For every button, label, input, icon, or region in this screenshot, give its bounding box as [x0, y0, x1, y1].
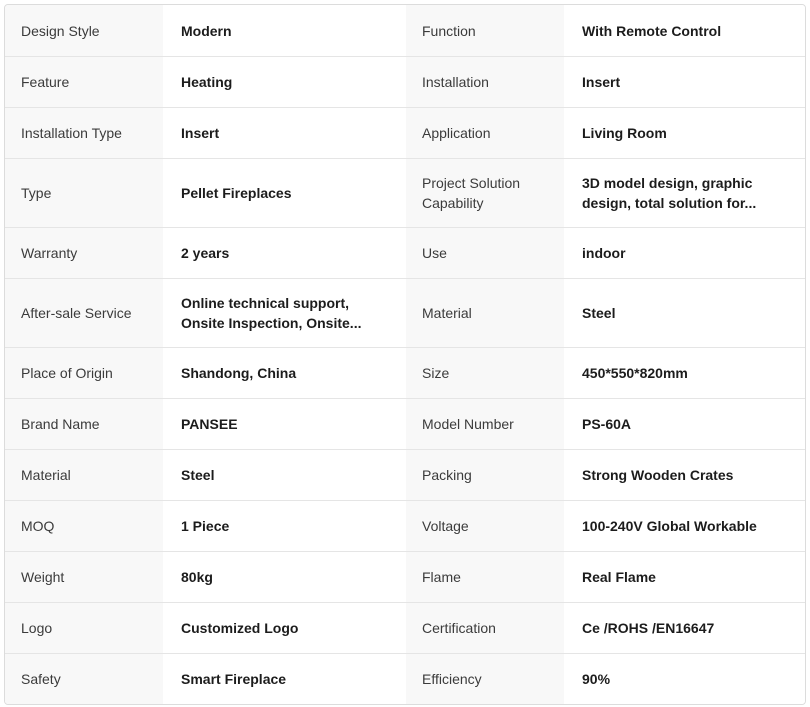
spec-value: 80kg [163, 552, 406, 602]
spec-label: Packing [406, 450, 564, 500]
spec-label: Project Solution Capability [406, 159, 564, 227]
spec-label: Place of Origin [5, 348, 163, 398]
spec-row-logo [5, 602, 805, 653]
spec-value: PS-60A [564, 399, 805, 449]
spec-label: Efficiency [406, 654, 564, 704]
spec-label: Function [406, 5, 564, 56]
spec-value: Real Flame [564, 552, 805, 602]
spec-value: PANSEE [163, 399, 406, 449]
spec-value: Online technical support, Onsite Inspection, Onsite... [163, 279, 406, 347]
spec-row-brand-name [5, 398, 805, 449]
spec-label: Material [406, 279, 564, 347]
spec-label: After-sale Service [5, 279, 163, 347]
spec-row-installation-type [5, 107, 805, 158]
spec-value: Shandong, China [163, 348, 406, 398]
spec-value: Insert [163, 108, 406, 158]
spec-label: MOQ [5, 501, 163, 551]
spec-value: Modern [163, 5, 406, 56]
spec-label: Installation [406, 57, 564, 107]
spec-label: Voltage [406, 501, 564, 551]
spec-label: Warranty [5, 228, 163, 278]
spec-label: Installation Type [5, 108, 163, 158]
spec-label: Material [5, 450, 163, 500]
spec-row-after-sale-service [5, 278, 805, 347]
spec-value: Ce /ROHS /EN16647 [564, 603, 805, 653]
spec-label: Design Style [5, 5, 163, 56]
spec-value: 100-240V Global Workable [564, 501, 805, 551]
spec-value: indoor [564, 228, 805, 278]
spec-value: 1 Piece [163, 501, 406, 551]
spec-value: Living Room [564, 108, 805, 158]
spec-label: Application [406, 108, 564, 158]
spec-row-moq [5, 500, 805, 551]
spec-value: Steel [163, 450, 406, 500]
spec-row-weight [5, 551, 805, 602]
spec-row-safety [5, 653, 805, 704]
spec-value: Customized Logo [163, 603, 406, 653]
spec-row-material [5, 449, 805, 500]
product-spec-table [4, 4, 806, 705]
spec-value: Strong Wooden Crates [564, 450, 805, 500]
spec-label: Size [406, 348, 564, 398]
spec-value: Pellet Fireplaces [163, 159, 406, 227]
spec-label: Type [5, 159, 163, 227]
spec-value: With Remote Control [564, 5, 805, 56]
spec-label: Flame [406, 552, 564, 602]
spec-value: 2 years [163, 228, 406, 278]
spec-value: Insert [564, 57, 805, 107]
spec-row-design-style [5, 5, 805, 56]
spec-value: 3D model design, graphic design, total solution for... [564, 159, 805, 227]
spec-label: Model Number [406, 399, 564, 449]
spec-row-feature [5, 56, 805, 107]
spec-label: Safety [5, 654, 163, 704]
spec-label: Feature [5, 57, 163, 107]
spec-row-place-of-origin [5, 347, 805, 398]
spec-label: Brand Name [5, 399, 163, 449]
spec-value: 450*550*820mm [564, 348, 805, 398]
spec-value: Smart Fireplace [163, 654, 406, 704]
spec-row-type [5, 158, 805, 227]
spec-label: Use [406, 228, 564, 278]
spec-label: Certification [406, 603, 564, 653]
spec-label: Weight [5, 552, 163, 602]
spec-value: Steel [564, 279, 805, 347]
spec-row-warranty [5, 227, 805, 278]
spec-value: Heating [163, 57, 406, 107]
spec-value: 90% [564, 654, 805, 704]
spec-label: Logo [5, 603, 163, 653]
